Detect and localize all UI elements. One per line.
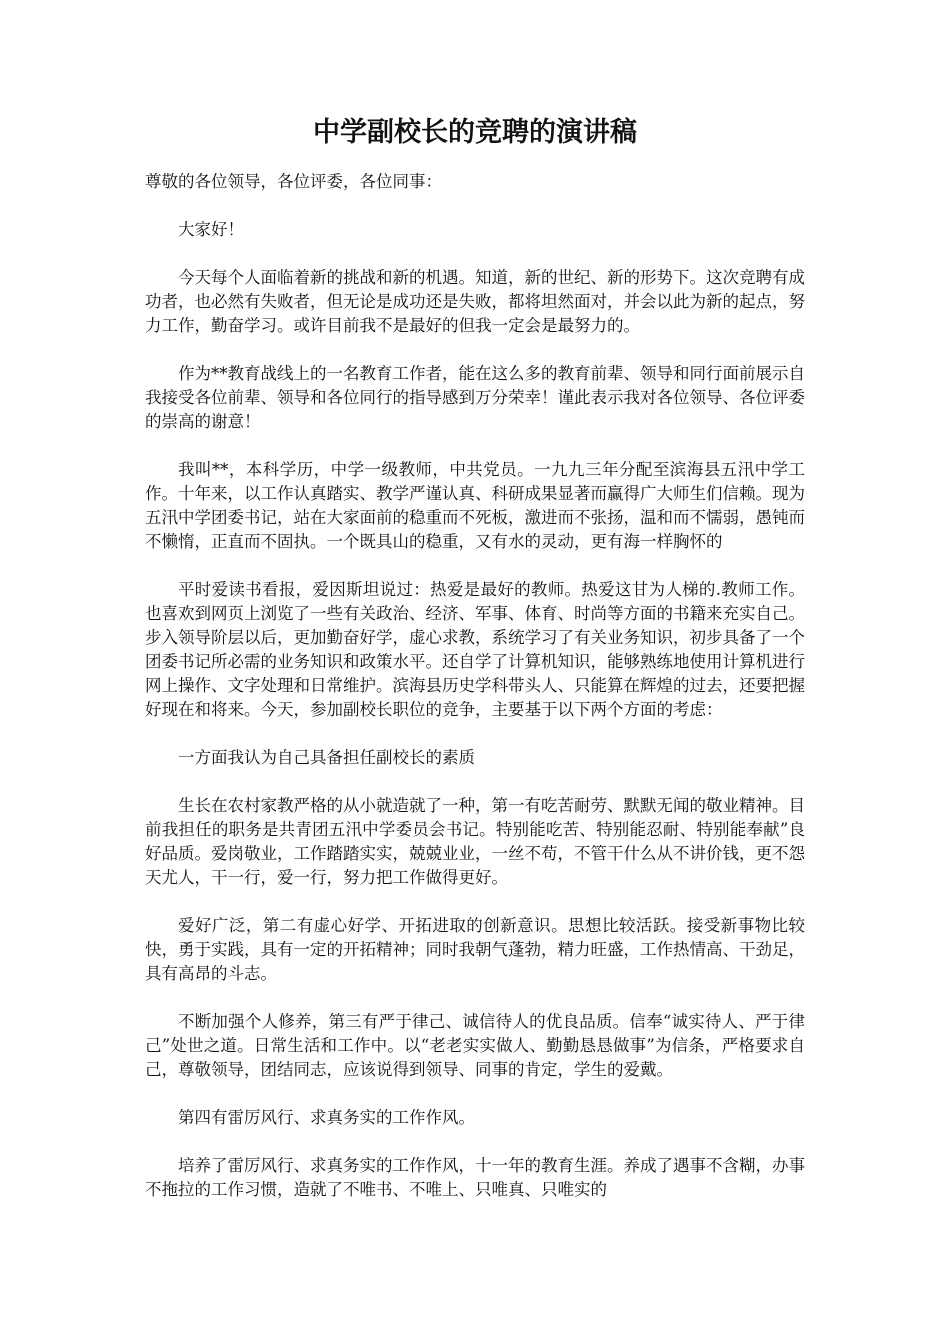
paragraph-quality-one: 生长在农村家教严格的从小就造就了一种，第一有吃苦耐劳、默默无闻的敬业精神。目前我担任的职务是共青团五汛中学委员会书记。特别能吃苦、特别能忍耐、特别能奉献”良好品质。爱岗敬业，工作踏踏实实，兢兢业业，一丝不苟，不管干什么从不讲价钱，更不怨天尤人，干一行，爱一行，努力把工作做得更好。 xyxy=(145,796,805,887)
salutation-paragraph: 尊敬的各位领导，各位评委，各位同事： xyxy=(145,172,442,191)
paragraph-thanks: 作为**教育战线上的一名教育工作者，能在这么多的教育前辈、领导和同行面前展示自我接受各位前辈、领导和各位同行的指导感到万分荣幸！谨此表示我对各位领导、各位评委的崇高的谢意！ xyxy=(145,364,805,431)
paragraph-greeting: 大家好！ xyxy=(178,220,244,239)
paragraph-quality-three: 不断加强个人修养，第三有严于律己、诚信待人的优良品质。信奉“诚实待人、严于律己”处世之道。日常生活和工作中。以“老老实实做人、勤勤恳恳做事”为信条，严格要求自己，尊敬领导，团结同志，应该说得到领导、同事的肯定，学生的爱戴。 xyxy=(145,1012,805,1079)
paragraph-self-study: 平时爱读书看报，爱因斯坦说过：热爱是最好的教师。热爱这甘为人梯的.教师工作。也喜欢到网页上浏览了一些有关政治、经济、军事、体育、时尚等方面的书籍来充实自己。步入领导阶层以后，更加勤奋好学，虚心求教，系统学习了有关业务知识，初步具备了一个团委书记所必需的业务知识和政策水平。还自学了计算机知识，能够熟练地使用计算机进行网上操作、文字处理和日常维护。滨海县历史学科带头人、只能算在辉煌的过去，还要把握好现在和将来。今天，参加副校长职位的竞争，主要基于以下两个方面的考虑： xyxy=(145,580,805,719)
document-body xyxy=(145,170,805,1226)
document-title: 中学副校长的竞聘的演讲稿 xyxy=(313,117,637,148)
paragraph-introduction: 我叫**，本科学历，中学一级教师，中共党员。一九九三年分配至滨海县五汛中学工作。十年来，以工作认真踏实、教学严谨认真、科研成果显著而赢得广大师生们信赖。现为五汛中学团委书记，站在大家面前的稳重而不死板，激进而不张扬，温和而不懦弱，愚钝而不懒惰，正直而不固执。一个既具山的稳重，又有水的灵动，更有海一样胸怀的 xyxy=(145,460,805,551)
paragraph-quality-two: 爱好广泛，第二有虚心好学、开拓进取的创新意识。思想比较活跃。接受新事物比较快，勇于实践，具有一定的开拓精神；同时我朝气蓬勃，精力旺盛，工作热情高、干劲足，具有高昂的斗志。 xyxy=(145,916,805,983)
paragraph-quality-four-heading: 第四有雷厉风行、求真务实的工作作风。 xyxy=(178,1108,475,1127)
paragraph-section-heading: 一方面我认为自己具备担任副校长的素质 xyxy=(178,748,475,767)
paragraph-quality-four: 培养了雷厉风行、求真务实的工作作风，十一年的教育生涯。养成了遇事不含糊，办事不拖拉的工作习惯，造就了不唯书、不唯上、只唯真、只唯实的 xyxy=(145,1156,805,1199)
paragraph-opening: 今天每个人面临着新的挑战和新的机遇。知道，新的世纪、新的形势下。这次竞聘有成功者，也必然有失败者，但无论是成功还是失败，都将坦然面对，并会以此为新的起点，努力工作，勤奋学习。或许目前我不是最好的但我一定会是最努力的。 xyxy=(145,268,805,335)
